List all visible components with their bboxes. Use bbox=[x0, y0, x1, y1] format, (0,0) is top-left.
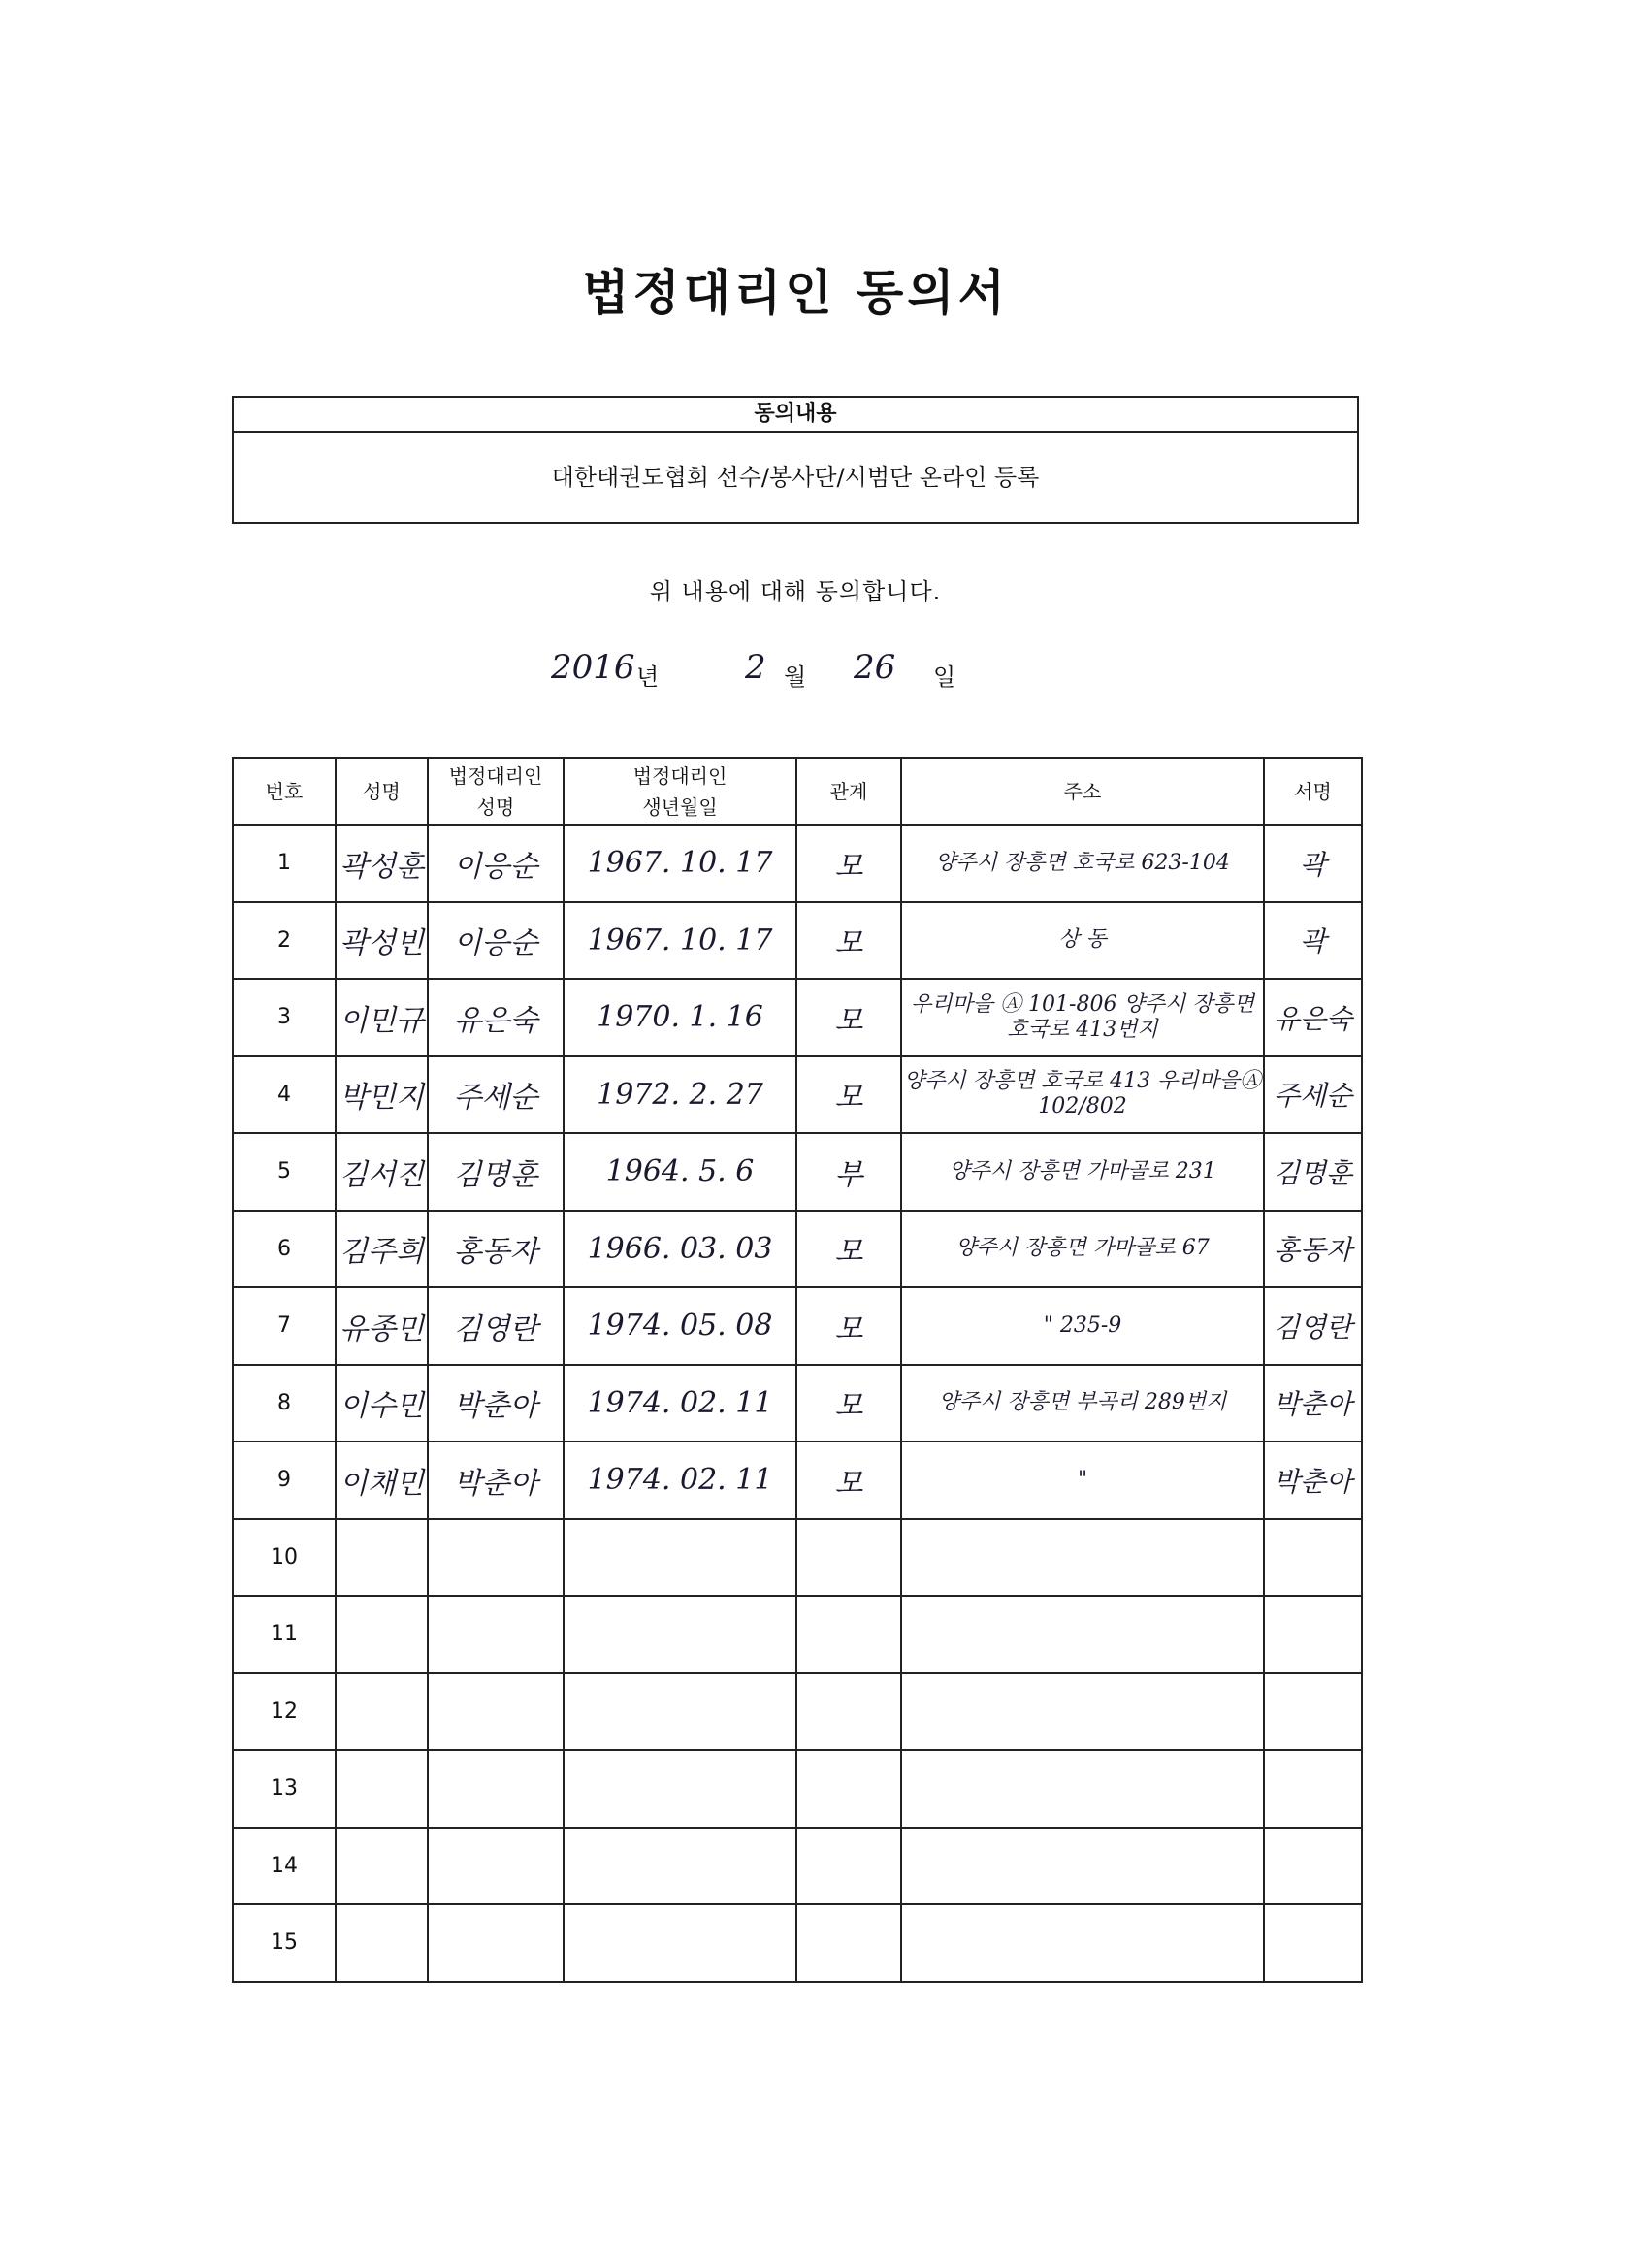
row-address-cell bbox=[901, 1904, 1264, 1982]
table-row bbox=[233, 825, 1362, 902]
row-signature: 곽 bbox=[1299, 925, 1327, 958]
row-signature-cell bbox=[1264, 1211, 1362, 1288]
row-name-cell bbox=[336, 1904, 428, 1982]
row-number: 2 bbox=[277, 927, 291, 953]
row-relation-cell bbox=[796, 1750, 901, 1828]
header-guardian-name-line1: 법정대리인 bbox=[448, 763, 543, 788]
date-day-label: 일 bbox=[933, 664, 956, 691]
row-guardian-birth: 1967. 10. 17 bbox=[587, 846, 773, 881]
row-address: 양주시 장흥면 부곡리 289번지 bbox=[938, 1390, 1227, 1415]
row-address-cell bbox=[901, 1442, 1264, 1519]
row-guardian-birth: 1967. 10. 17 bbox=[587, 923, 773, 957]
table-row bbox=[233, 1287, 1362, 1365]
row-number: 8 bbox=[277, 1390, 291, 1415]
row-number-cell bbox=[233, 1442, 336, 1519]
row-number-cell bbox=[233, 1133, 336, 1211]
table-row bbox=[233, 1442, 1362, 1519]
row-name-cell bbox=[336, 1365, 428, 1442]
row-signature: 주세순 bbox=[1273, 1080, 1353, 1113]
row-name: 김서진 bbox=[340, 1157, 424, 1192]
row-address-cell bbox=[901, 825, 1264, 902]
date-year-label: 년 bbox=[636, 664, 660, 691]
row-guardian-name-cell bbox=[428, 1519, 564, 1597]
row-number-cell bbox=[233, 902, 336, 980]
row-signature-cell bbox=[1264, 1828, 1362, 1905]
row-relation-cell bbox=[796, 1365, 901, 1442]
row-guardian-birth-cell bbox=[564, 1750, 796, 1828]
row-signature-cell bbox=[1264, 1365, 1362, 1442]
row-name: 유종민 bbox=[340, 1312, 424, 1346]
row-guardian-name-cell bbox=[428, 1133, 564, 1211]
table-row bbox=[233, 979, 1362, 1056]
row-guardian-name-cell bbox=[428, 979, 564, 1056]
row-name-cell bbox=[336, 1673, 428, 1751]
row-guardian-name-cell bbox=[428, 1211, 564, 1288]
row-guardian-name-cell bbox=[428, 1287, 564, 1365]
row-address: " bbox=[1077, 1467, 1088, 1492]
row-address: 우리마을 Ⓐ 101-806 양주시 장흥면 호국로 413번지 bbox=[911, 991, 1254, 1042]
row-relation-cell bbox=[796, 1287, 901, 1365]
row-number: 11 bbox=[271, 1622, 298, 1647]
row-name: 이민규 bbox=[340, 1003, 424, 1038]
row-number: 4 bbox=[277, 1082, 291, 1107]
row-signature: 유은숙 bbox=[1273, 1002, 1353, 1035]
row-signature: 박춘아 bbox=[1273, 1465, 1353, 1498]
row-guardian-birth-cell bbox=[564, 1211, 796, 1288]
row-guardian-name-cell bbox=[428, 1365, 564, 1442]
row-guardian-birth-cell bbox=[564, 979, 796, 1056]
row-signature: 김명훈 bbox=[1273, 1156, 1353, 1189]
row-relation-cell bbox=[796, 1596, 901, 1673]
header-guardian-birth-line1: 법정대리인 bbox=[632, 763, 728, 788]
row-name-cell bbox=[336, 1750, 428, 1828]
row-address-cell bbox=[901, 979, 1264, 1056]
header-signature: 서명 bbox=[1264, 758, 1362, 825]
row-name: 곽성빈 bbox=[340, 926, 424, 961]
row-address: 상 동 bbox=[1058, 927, 1107, 953]
row-signature-cell bbox=[1264, 1287, 1362, 1365]
row-guardian-birth-cell bbox=[564, 1519, 796, 1597]
table-row bbox=[233, 1056, 1362, 1134]
table-row bbox=[233, 1519, 1362, 1597]
table-header-row bbox=[233, 758, 1362, 825]
row-relation-cell bbox=[796, 825, 901, 902]
row-number-cell bbox=[233, 1365, 336, 1442]
row-number-cell bbox=[233, 1904, 336, 1982]
table-row bbox=[233, 1828, 1362, 1905]
row-name-cell bbox=[336, 1287, 428, 1365]
date-month: 2 bbox=[745, 648, 766, 687]
row-number: 15 bbox=[271, 1930, 298, 1956]
row-number-cell bbox=[233, 1828, 336, 1905]
row-guardian-name: 김명훈 bbox=[453, 1157, 538, 1192]
row-address-cell bbox=[901, 1673, 1264, 1751]
row-guardian-name: 이응순 bbox=[453, 849, 538, 884]
row-signature-cell bbox=[1264, 1133, 1362, 1211]
row-guardian-birth-cell bbox=[564, 1828, 796, 1905]
row-signature-cell bbox=[1264, 1442, 1362, 1519]
table-row bbox=[233, 902, 1362, 980]
row-guardian-birth-cell bbox=[564, 1673, 796, 1751]
row-guardian-birth: 1970. 1. 16 bbox=[597, 1000, 763, 1035]
date-day: 26 bbox=[854, 648, 896, 687]
row-name: 김주희 bbox=[340, 1235, 424, 1270]
row-number: 12 bbox=[271, 1699, 298, 1724]
row-name-cell bbox=[336, 825, 428, 902]
row-relation: 모 bbox=[834, 1235, 863, 1270]
row-relation-cell bbox=[796, 902, 901, 980]
row-address-cell bbox=[901, 1056, 1264, 1134]
row-relation: 모 bbox=[834, 1003, 863, 1038]
row-name-cell bbox=[336, 902, 428, 980]
row-address-cell bbox=[901, 902, 1264, 980]
header-address: 주소 bbox=[901, 758, 1264, 825]
row-guardian-name-cell bbox=[428, 902, 564, 980]
row-name-cell bbox=[336, 1056, 428, 1134]
row-signature-cell bbox=[1264, 1056, 1362, 1134]
row-relation: 모 bbox=[834, 1389, 863, 1424]
row-guardian-birth-cell bbox=[564, 1442, 796, 1519]
row-number: 5 bbox=[277, 1159, 291, 1184]
header-guardian-birth-line2: 생년월일 bbox=[642, 794, 718, 819]
row-relation-cell bbox=[796, 1828, 901, 1905]
row-number-cell bbox=[233, 979, 336, 1056]
row-relation-cell bbox=[796, 1673, 901, 1751]
row-signature: 박춘아 bbox=[1273, 1388, 1353, 1421]
date-year: 2016 bbox=[551, 648, 635, 687]
row-relation: 모 bbox=[834, 926, 863, 961]
row-guardian-birth: 1974. 02. 11 bbox=[587, 1463, 773, 1498]
row-relation-cell bbox=[796, 979, 901, 1056]
row-guardian-birth-cell bbox=[564, 1056, 796, 1134]
row-number-cell bbox=[233, 1596, 336, 1673]
row-guardian-birth: 1974. 05. 08 bbox=[587, 1309, 773, 1344]
row-guardian-name: 박춘아 bbox=[453, 1466, 538, 1501]
consent-content-box bbox=[232, 396, 1359, 524]
header-guardian-name bbox=[428, 758, 564, 825]
row-guardian-birth-cell bbox=[564, 1596, 796, 1673]
row-signature-cell bbox=[1264, 979, 1362, 1056]
row-name-cell bbox=[336, 1211, 428, 1288]
row-guardian-birth-cell bbox=[564, 902, 796, 980]
row-guardian-name: 홍동자 bbox=[453, 1235, 538, 1270]
agreement-statement: 위 내용에 대해 동의합니다. bbox=[649, 578, 942, 605]
row-relation: 모 bbox=[834, 1466, 863, 1501]
row-number-cell bbox=[233, 1673, 336, 1751]
row-name: 이수민 bbox=[340, 1389, 424, 1424]
consent-content-body: 대한태권도협회 선수/봉사단/시범단 온라인 등록 bbox=[551, 464, 1040, 491]
row-guardian-birth: 1972. 2. 27 bbox=[597, 1077, 763, 1112]
row-guardian-name-cell bbox=[428, 1442, 564, 1519]
row-signature: 곽 bbox=[1299, 848, 1327, 881]
row-number-cell bbox=[233, 1287, 336, 1365]
row-name-cell bbox=[336, 1519, 428, 1597]
row-signature-cell bbox=[1264, 825, 1362, 902]
row-guardian-birth-cell bbox=[564, 1904, 796, 1982]
row-number-cell bbox=[233, 825, 336, 902]
row-relation: 모 bbox=[834, 1312, 863, 1346]
row-signature-cell bbox=[1264, 902, 1362, 980]
row-address-cell bbox=[901, 1596, 1264, 1673]
page-title: 법정대리인 동의서 bbox=[582, 265, 1009, 321]
table-row bbox=[233, 1596, 1362, 1673]
row-guardian-birth-cell bbox=[564, 1133, 796, 1211]
row-signature-cell bbox=[1264, 1596, 1362, 1673]
row-name: 이채민 bbox=[340, 1466, 424, 1501]
row-guardian-name-cell bbox=[428, 1904, 564, 1982]
row-guardian-birth: 1966. 03. 03 bbox=[587, 1231, 773, 1266]
row-guardian-name-cell bbox=[428, 1673, 564, 1751]
header-no: 번호 bbox=[233, 758, 336, 825]
row-relation-cell bbox=[796, 1519, 901, 1597]
row-address: " 235-9 bbox=[1043, 1312, 1122, 1338]
row-signature: 홍동자 bbox=[1273, 1234, 1353, 1267]
row-number-cell bbox=[233, 1056, 336, 1134]
row-guardian-birth: 1974. 02. 11 bbox=[587, 1385, 773, 1420]
consent-content-header: 동의내용 bbox=[234, 398, 1357, 433]
row-address-cell bbox=[901, 1287, 1264, 1365]
row-number-cell bbox=[233, 1211, 336, 1288]
row-address-cell bbox=[901, 1211, 1264, 1288]
row-guardian-name-cell bbox=[428, 1828, 564, 1905]
row-relation-cell bbox=[796, 1056, 901, 1134]
row-guardian-birth-cell bbox=[564, 1287, 796, 1365]
header-relation: 관계 bbox=[796, 758, 901, 825]
row-signature: 김영란 bbox=[1273, 1311, 1353, 1344]
row-guardian-name: 유은숙 bbox=[453, 1003, 538, 1038]
row-relation-cell bbox=[796, 1442, 901, 1519]
row-relation-cell bbox=[796, 1133, 901, 1211]
row-address-cell bbox=[901, 1750, 1264, 1828]
table-body bbox=[233, 825, 1362, 1982]
row-name-cell bbox=[336, 979, 428, 1056]
table-row bbox=[233, 1133, 1362, 1211]
row-relation: 부 bbox=[834, 1157, 863, 1192]
row-guardian-name-cell bbox=[428, 825, 564, 902]
row-number: 9 bbox=[277, 1468, 291, 1493]
row-number: 10 bbox=[271, 1544, 298, 1570]
row-number: 7 bbox=[277, 1313, 291, 1339]
table-row bbox=[233, 1365, 1362, 1442]
date-line bbox=[0, 648, 1649, 706]
row-name-cell bbox=[336, 1596, 428, 1673]
table-row bbox=[233, 1904, 1362, 1982]
table-row bbox=[233, 1211, 1362, 1288]
row-guardian-birth: 1964. 5. 6 bbox=[605, 1154, 755, 1189]
row-guardian-birth-cell bbox=[564, 825, 796, 902]
row-address-cell bbox=[901, 1828, 1264, 1905]
row-guardian-birth-cell bbox=[564, 1365, 796, 1442]
row-guardian-name-cell bbox=[428, 1596, 564, 1673]
row-name-cell bbox=[336, 1828, 428, 1905]
row-guardian-name: 주세순 bbox=[453, 1081, 538, 1116]
row-address-cell bbox=[901, 1133, 1264, 1211]
row-number: 6 bbox=[277, 1236, 291, 1261]
row-address: 양주시 장흥면 호국로 623-104 bbox=[935, 850, 1230, 875]
row-number: 13 bbox=[271, 1776, 298, 1801]
row-address: 양주시 장흥면 가마골로 231 bbox=[949, 1158, 1216, 1183]
row-signature-cell bbox=[1264, 1673, 1362, 1751]
row-number: 1 bbox=[277, 851, 291, 876]
row-guardian-name: 김영란 bbox=[453, 1312, 538, 1346]
row-relation-cell bbox=[796, 1211, 901, 1288]
row-address-cell bbox=[901, 1519, 1264, 1597]
row-name-cell bbox=[336, 1133, 428, 1211]
row-guardian-name-cell bbox=[428, 1750, 564, 1828]
header-guardian-name-line2: 성명 bbox=[476, 794, 515, 819]
row-relation: 모 bbox=[834, 849, 863, 884]
guardian-roster-table bbox=[232, 757, 1363, 1983]
row-number: 3 bbox=[277, 1005, 291, 1030]
header-guardian-birth bbox=[564, 758, 796, 825]
row-address-cell bbox=[901, 1365, 1264, 1442]
row-address: 양주시 장흥면 호국로 413 우리마을Ⓐ 102/802 bbox=[903, 1069, 1262, 1119]
row-number-cell bbox=[233, 1519, 336, 1597]
row-guardian-name: 박춘아 bbox=[453, 1389, 538, 1424]
table-row bbox=[233, 1750, 1362, 1828]
row-relation-cell bbox=[796, 1904, 901, 1982]
row-guardian-name: 이응순 bbox=[453, 926, 538, 961]
row-name: 박민지 bbox=[340, 1081, 424, 1116]
row-guardian-name-cell bbox=[428, 1056, 564, 1134]
row-relation: 모 bbox=[834, 1081, 863, 1116]
row-address: 양주시 장흥면 가마골로 67 bbox=[955, 1236, 1210, 1261]
row-signature-cell bbox=[1264, 1519, 1362, 1597]
table-row bbox=[233, 1673, 1362, 1751]
row-signature-cell bbox=[1264, 1750, 1362, 1828]
row-signature-cell bbox=[1264, 1904, 1362, 1982]
row-name-cell bbox=[336, 1442, 428, 1519]
header-name: 성명 bbox=[336, 758, 428, 825]
date-month-label: 월 bbox=[784, 664, 807, 691]
row-name: 곽성훈 bbox=[340, 849, 424, 884]
row-number-cell bbox=[233, 1750, 336, 1828]
row-number: 14 bbox=[271, 1853, 298, 1878]
